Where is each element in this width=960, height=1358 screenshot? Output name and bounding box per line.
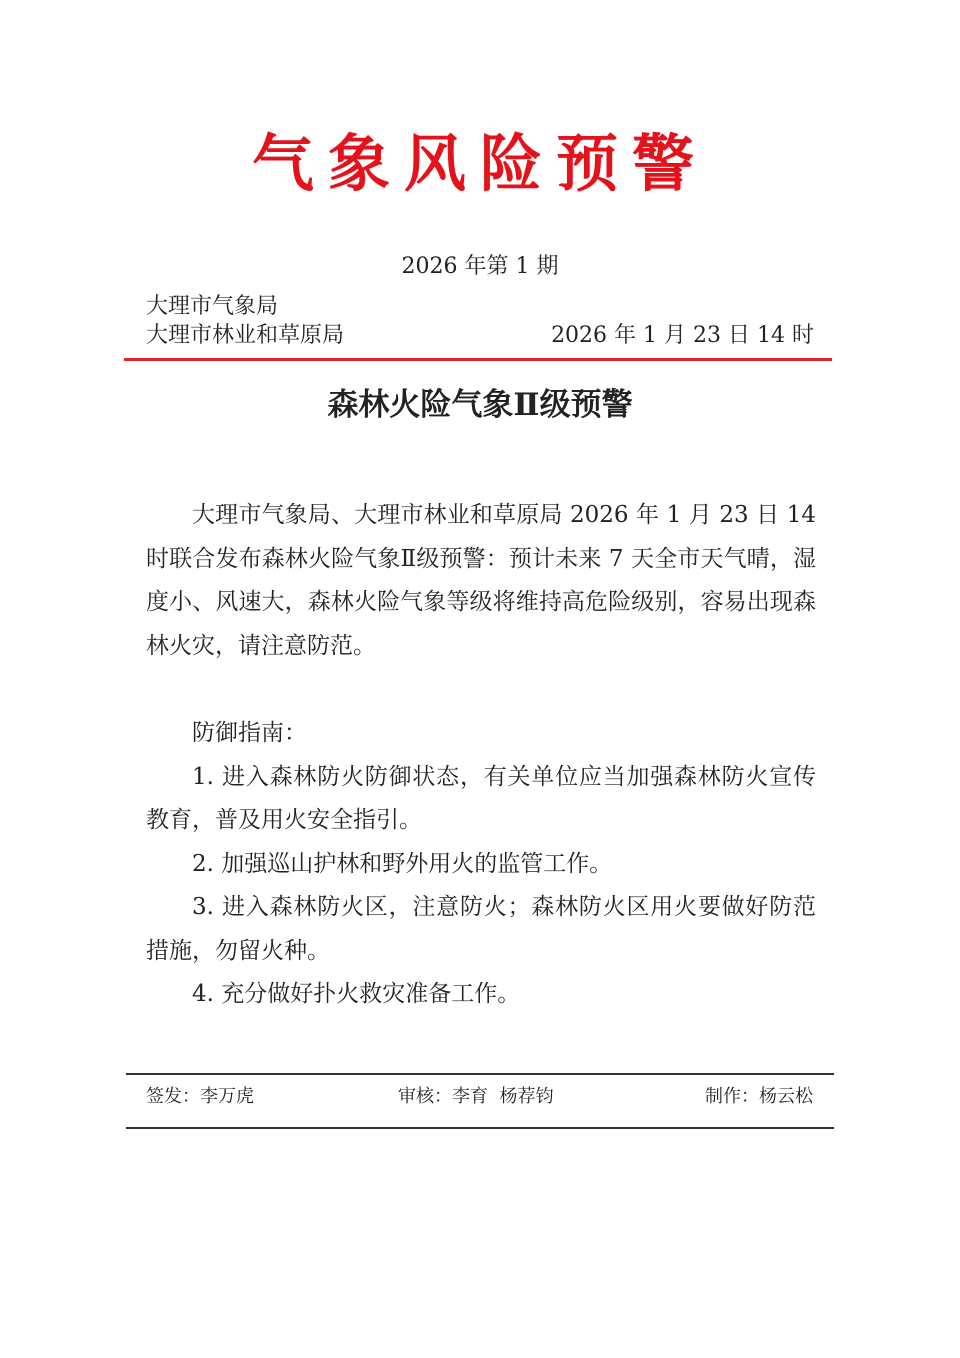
banner-title: 气象风险预警 — [251, 127, 708, 200]
guide-item: 1. 进入森林防火防御状态，有关单位应当加强森林防火宣传教育，普及用火安全指引。 — [146, 763, 816, 833]
red-divider — [124, 358, 832, 361]
footer-reviewed: 审核：李育 杨荐钧 — [398, 1086, 554, 1107]
document-heading: 森林火险气象Ⅱ级预警 — [327, 387, 633, 423]
body-paragraph: 大理市气象局、大理市林业和草原局 2026 年 1 月 23 日 14 时联合发布森林火险气象Ⅱ级预警：预计未来 7 天全市天气晴，湿度小、风速大，森林火险气象等级将维持高危险级别，容易出现森林火灾，请注意防范。 — [146, 502, 816, 659]
issue-datetime: 2026 年 1 月 23 日 14 时 — [551, 323, 814, 348]
guide-item: 3. 进入森林防火区，注意防火；森林防火区用火要做好防范措施，勿留火种。 — [146, 894, 816, 964]
defense-guide — [146, 712, 816, 1017]
guide-label: 防御指南： — [192, 720, 307, 746]
footer-signed: 签发：李万虎 — [146, 1086, 254, 1107]
guide-item: 2. 加强巡山护林和野外用火的监管工作。 — [192, 850, 613, 877]
footer-top-rule — [126, 1073, 834, 1075]
guide-item: 4. 充分做好扑火救灾准备工作。 — [192, 981, 521, 1007]
footer-bottom-rule — [126, 1127, 834, 1129]
issuer-forestry-bureau: 大理市林业和草原局 — [146, 323, 345, 348]
issue-number: 2026 年第 1 期 — [401, 254, 559, 279]
issuer-meteorological-bureau: 大理市气象局 — [146, 294, 279, 319]
footer-produced: 制作：杨云松 — [705, 1086, 813, 1107]
